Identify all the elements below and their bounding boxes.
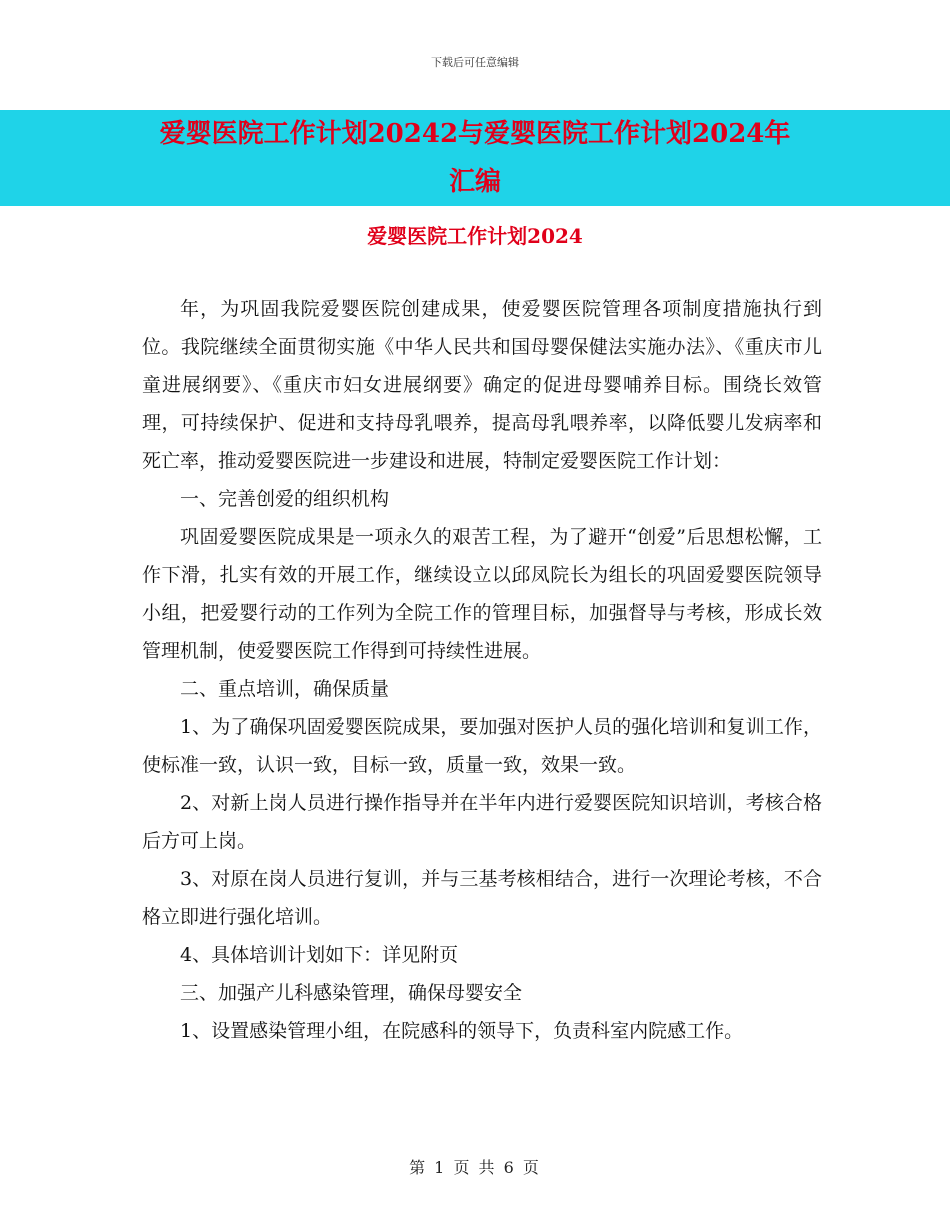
heading-2: 二、重点培训，确保质量 <box>180 678 390 700</box>
heading-1: 一、完善创爱的组织机构 <box>180 488 390 510</box>
paragraph-2-1: 1、为了确保巩固爱婴医院成果，要加强对医护人员的强化培训和复训工作，使标准一致，认识一致，目标一致，质量一致，效果一致。 <box>142 716 822 776</box>
document-body <box>142 290 822 1050</box>
paragraph-1: 巩固爱婴医院成果是一项永久的艰苦工程，为了避开“创爱”后思想松懈，工作下滑，扎实有效的开展工作，继续设立以邱凤院长为组长的巩固爱婴医院领导小组，把爱婴行动的工作列为全院工作的管理目标，加强督导与考核，形成长效管理机制，使爱婴医院工作得到可持续性进展。 <box>142 526 822 662</box>
paragraph-3-1: 1、设置感染管理小组，在院感科的领导下，负责科室内院感工作。 <box>180 1020 744 1042</box>
heading-3: 三、加强产儿科感染管理，确保母婴安全 <box>180 982 523 1004</box>
header-note: 下载后可任意编辑 <box>431 56 519 69</box>
title-line-2: 汇编 <box>448 167 501 197</box>
section-title: 爱婴医院工作计划2024 <box>367 224 583 248</box>
paragraph-intro: 年，为巩固我院爱婴医院创建成果，使爱婴医院管理各项制度措施执行到位。我院继续全面贯彻实施《中华人民共和国母婴保健法实施办法》、《重庆市儿童进展纲要》、《重庆市妇女进展纲要》确定的促进母婴哺养目标。围绕长效管理，可持续保护、促进和支持母乳喂养，提高母乳喂养率，以降低婴儿发病率和死亡率，推动爱婴医院进一步建设和进展，特制定爱婴医院工作计划： <box>142 298 822 472</box>
paragraph-2-2: 2、对新上岗人员进行操作指导并在半年内进行爱婴医院知识培训，考核合格后方可上岗。 <box>142 792 822 852</box>
paragraph-2-3: 3、对原在岗人员进行复训，并与三基考核相结合，进行一次理论考核，不合格立即进行强化培训。 <box>142 868 822 928</box>
paragraph-2-4: 4、具体培训计划如下：详见附页 <box>180 944 459 966</box>
page-footer: 第 1 页 共 6 页 <box>409 1158 541 1177</box>
title-line-1: 爱婴医院工作计划20242与爱婴医院工作计划2024年 <box>159 119 791 149</box>
document-title <box>0 110 950 206</box>
